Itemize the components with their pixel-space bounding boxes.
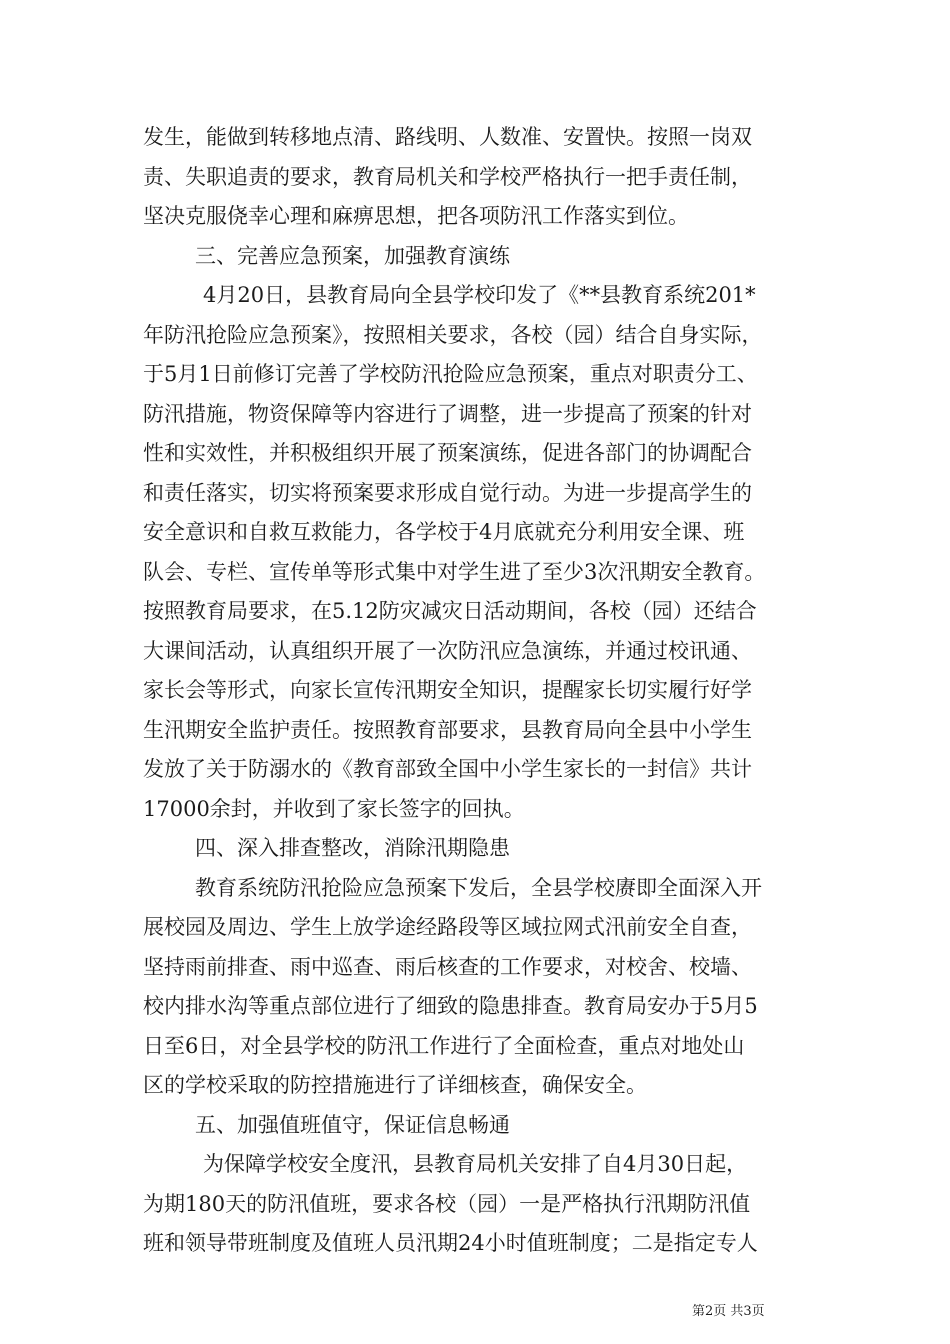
section-heading-3: 三、完善应急预案，加强教育演练 xyxy=(195,243,510,268)
text-line: 责、失职追责的要求，教育局机关和学校严格执行一把手责任制， xyxy=(143,164,752,189)
text-line: 日至6日，对全县学校的防汛工作进行了全面检查，重点对地处山 xyxy=(143,1033,745,1058)
text-line: 为期180天的防汛值班，要求各校（园）一是严格执行汛期防汛值 xyxy=(143,1191,751,1216)
text-line: 大课间活动，认真组织开展了一次防汛应急演练，并通过校讯通、 xyxy=(143,638,752,663)
text-line: 队会、专栏、宣传单等形式集中对学生进了至少3次汛期安全教育。 xyxy=(143,559,766,584)
text-line: 坚持雨前排查、雨中巡查、雨后核查的工作要求，对校舍、校墙、 xyxy=(143,954,752,979)
text-line: 坚决克服侥幸心理和麻痹思想，把各项防汛工作落实到位。 xyxy=(143,204,689,228)
text-line: 年防汛抢险应急预案》，按照相关要求，各校（园）结合自身实际， xyxy=(143,322,763,347)
text-line: 安全意识和自救互救能力，各学校于4月底就充分利用安全课、班 xyxy=(143,520,745,544)
body-text xyxy=(143,118,809,1264)
text-line: 和责任落实，切实将预案要求形成自觉行动。为进一步提高学生的 xyxy=(143,480,752,505)
text-line: 校内排水沟等重点部位进行了细致的隐患排查。教育局安办于5月5 xyxy=(143,994,758,1018)
text-line: 防汛措施，物资保障等内容进行了调整，进一步提高了预案的针对 xyxy=(143,401,752,426)
text-line: 17000余封，并收到了家长签字的回执。 xyxy=(143,796,525,821)
text-line: 展校园及周边、学生上放学途经路段等区域拉网式汛前安全自查， xyxy=(143,915,752,939)
text-line: 于5月1日前修订完善了学校防汛抢险应急预案，重点对职责分工、 xyxy=(143,362,758,386)
section-heading-5: 五、加强值班值守，保证信息畅通 xyxy=(195,1112,510,1137)
text-line: 发生，能做到转移地点清、路线明、人数准、安置快。按照一岗双 xyxy=(143,125,752,149)
text-line: 家长会等形式，向家长宣传汛期安全知识，提醒家长切实履行好学 xyxy=(143,678,752,702)
text-line: 生汛期安全监护责任。按照教育部要求，县教育局向全县中小学生 xyxy=(143,717,752,742)
page-number-footer: 第2页 共3页 xyxy=(692,1304,765,1319)
text-line: 为保障学校安全度汛，县教育局机关安排了自4月30日起， xyxy=(203,1152,748,1176)
text-line: 性和实效性，并积极组织开展了预案演练，促进各部门的协调配合 xyxy=(143,441,752,465)
section-heading-4: 四、深入排查整改，消除汛期隐患 xyxy=(195,836,510,860)
text-line: 班和领导带班制度及值班人员汛期24小时值班制度；二是指定专人 xyxy=(143,1231,758,1255)
text-line: 教育系统防汛抢险应急预案下发后，全县学校赓即全面深入开 xyxy=(195,875,762,900)
text-line: 按照教育局要求，在5.12防灾减灾日活动期间，各校（园）还结合 xyxy=(143,599,757,623)
text-line: 4月20日，县教育局向全县学校印发了《**县教育系统201* xyxy=(203,283,756,307)
text-line: 区的学校采取的防控措施进行了详细核查，确保安全。 xyxy=(143,1073,647,1097)
text-line: 发放了关于防溺水的《教育部致全国中小学生家长的一封信》共计 xyxy=(143,757,752,781)
